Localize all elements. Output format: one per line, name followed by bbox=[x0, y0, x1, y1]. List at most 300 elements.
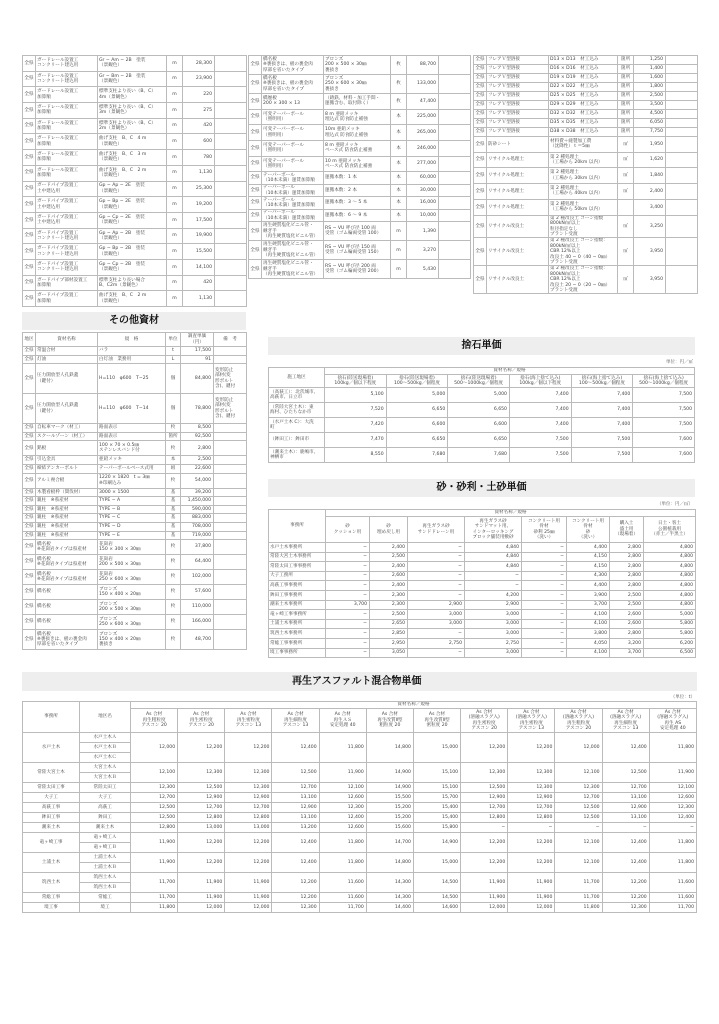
spec-cell: 1220 × 1820 t = 3㎜ ※印刷込み bbox=[98, 473, 166, 488]
column-header: 日土・客土 公園植栽用 （赤土／半黒土） bbox=[644, 517, 696, 543]
price-cell: 225,000 bbox=[407, 109, 439, 125]
price-cell: 12,300 bbox=[319, 803, 366, 813]
table-row bbox=[23, 540, 247, 555]
price-cell: − bbox=[522, 543, 567, 553]
unit-cell: 本 bbox=[391, 125, 407, 141]
price-cell: 7,400 bbox=[509, 418, 571, 433]
price-cell: 7,400 bbox=[509, 388, 571, 403]
price-cell: 16,000 bbox=[407, 197, 439, 210]
item-name-cell: テーパーポール （10本未満）運賃加算額 bbox=[262, 209, 324, 222]
note-cell bbox=[666, 184, 698, 200]
unit-cell: 枚 bbox=[166, 615, 181, 630]
price-cell: − bbox=[522, 562, 567, 572]
price-cell: − bbox=[649, 823, 696, 833]
price-cell: 12,300 bbox=[272, 903, 319, 913]
note-cell bbox=[439, 260, 471, 279]
note-cell bbox=[439, 241, 471, 260]
unit-cell: ㎥ bbox=[618, 266, 634, 294]
col-header-note: 備 考 bbox=[214, 333, 247, 347]
note-cell bbox=[666, 152, 698, 168]
item-name-cell: リサイクル改良土 bbox=[487, 215, 549, 238]
area-cell: 全県 bbox=[23, 181, 36, 197]
spec-cell: RS − VU 呼び径 200 両 受管（ゴム輪両受管 200） bbox=[324, 260, 391, 279]
column-header: As 合材 (溶融スラグ入) 再生細粒度 アスコン 13 bbox=[602, 709, 649, 733]
name-cell: 橋名板 ※花崗岩タイプは県産材 bbox=[36, 555, 98, 570]
note-cell bbox=[214, 615, 247, 630]
price-cell: 2,500 bbox=[610, 590, 644, 600]
price-cell: 3,400 bbox=[634, 199, 666, 215]
column-header: 捨石(海上捨て込み) 500～1000kg／個程度 bbox=[633, 375, 695, 388]
price-cell: 11,700 bbox=[555, 873, 602, 893]
price-cell: 12,200 bbox=[178, 733, 225, 763]
price-cell: − bbox=[522, 600, 567, 610]
item-name-cell: ガードパイプ設置工 土中建込用 bbox=[36, 212, 98, 228]
area-cell: 全県 bbox=[23, 56, 36, 72]
spec-cell: ブロンズ 150 × 400 × 20㎜ 裏抜き bbox=[98, 630, 166, 650]
district-cell: 土浦土木Ａ bbox=[80, 853, 131, 863]
note-cell bbox=[439, 56, 471, 75]
item-name-cell: ガードパイプ設置工 コンクリート建込用 bbox=[36, 259, 98, 275]
price-cell: 7,500 bbox=[633, 418, 695, 433]
table-row bbox=[269, 448, 695, 463]
area-cell: 全県 bbox=[23, 87, 36, 103]
table-row bbox=[269, 600, 696, 610]
price-cell: 1,620 bbox=[634, 152, 666, 168]
price-cell: 6,650 bbox=[386, 403, 448, 418]
price-cell: 590,000 bbox=[181, 505, 214, 514]
area-cell: 全県 bbox=[24, 466, 34, 472]
price-cell: 37,800 bbox=[181, 540, 214, 555]
name-cell: 自転車マーク（材工） bbox=[36, 424, 98, 433]
table-row bbox=[23, 424, 247, 433]
unit-cell: 基 bbox=[166, 505, 181, 514]
price-cell: 12,200 bbox=[178, 853, 225, 873]
item-name-cell: ガードパイプ設置工 加算額 bbox=[36, 291, 98, 307]
spec-cell: 路面表示 bbox=[98, 424, 166, 433]
price-cell: 5,000 bbox=[386, 388, 448, 403]
spec-cell: 花崗岩 150 × 300 × 30㎜ bbox=[98, 540, 166, 555]
spec-cell: 標準支柱より長い（B、C） 2m（景観色） bbox=[98, 118, 167, 134]
price-cell: 5,100 bbox=[325, 388, 387, 403]
price-cell: 12,500 bbox=[555, 813, 602, 823]
table-row bbox=[249, 125, 471, 141]
area-cell: 全県 bbox=[24, 524, 34, 530]
table-row bbox=[269, 562, 696, 572]
name-cell: 圧力開放型人孔鉄蓋 （鍵付） bbox=[36, 394, 98, 424]
name-cell: スクールゾーン（材工） bbox=[36, 432, 98, 441]
price-cell: 12,800 bbox=[225, 813, 272, 823]
price-cell: 12,100 bbox=[649, 783, 696, 793]
price-cell: 7,400 bbox=[509, 403, 571, 418]
item-name-cell: ガードパイプ設置工 土中建込用 bbox=[36, 181, 98, 197]
col-header-spec: 規 格 bbox=[98, 333, 166, 347]
table-row bbox=[23, 228, 247, 244]
item-name-cell: フレアＶ型溶接 bbox=[487, 56, 549, 65]
price-cell: 3,700 bbox=[610, 648, 644, 658]
area-cell: 全県 bbox=[23, 212, 36, 228]
price-cell: 14,900 bbox=[413, 833, 460, 853]
area-cell: 全県 bbox=[24, 489, 34, 495]
table-row bbox=[474, 110, 698, 119]
area-cell: 全県 bbox=[23, 473, 36, 488]
price-cell: 12,100 bbox=[555, 853, 602, 873]
table-row bbox=[23, 585, 247, 600]
price-cell: 1,250 bbox=[634, 56, 666, 65]
unit-cell: t bbox=[166, 347, 181, 356]
table-row bbox=[23, 118, 247, 134]
unit-cell: 本 bbox=[391, 209, 407, 222]
area-cell: 全県 bbox=[249, 184, 262, 197]
table-row bbox=[23, 259, 247, 275]
price-cell: 275 bbox=[183, 103, 215, 119]
office-cell: 潮来土木事務所 bbox=[269, 600, 326, 610]
area-cell: 全県 bbox=[249, 94, 262, 110]
item-name-cell: フレアＶ型溶接 bbox=[487, 119, 549, 128]
price-cell: 1,800 bbox=[634, 83, 666, 92]
note-cell bbox=[215, 103, 247, 119]
spec-cell: 8 m 亜鉛メッキ 埋込式 防食防止補強 bbox=[324, 109, 391, 125]
price-cell: 2,800 bbox=[610, 562, 644, 572]
note-cell bbox=[214, 630, 247, 650]
spec-cell: 材料費＋縫製加工費 （沈降性）ｔ＝5㎜ bbox=[549, 137, 618, 153]
note-cell bbox=[215, 181, 247, 197]
price-cell: 12,200 bbox=[602, 893, 649, 903]
office-cell: 筑西土木 bbox=[23, 873, 80, 893]
price-cell: 12,900 bbox=[272, 803, 319, 813]
table-row bbox=[269, 552, 696, 562]
price-cell: 2,900 bbox=[465, 600, 522, 610]
item-name-cell: ガードレール設置工 加算額 bbox=[36, 103, 98, 119]
unit-cell: 本 bbox=[166, 456, 181, 465]
table-row bbox=[269, 638, 696, 648]
price-cell: 11,900 bbox=[461, 873, 508, 893]
price-cell: 2,800 bbox=[610, 629, 644, 639]
price-cell: 277,000 bbox=[407, 156, 439, 172]
price-cell: 12,700 bbox=[555, 793, 602, 803]
unit-cell: m bbox=[167, 165, 183, 181]
price-cell: 8,550 bbox=[325, 448, 387, 463]
price-cell: − bbox=[326, 590, 370, 600]
table-row bbox=[23, 150, 247, 166]
table-row bbox=[23, 531, 247, 540]
sand-col-headers bbox=[269, 517, 696, 543]
item-name-cell: 可変テーパーポール （照明用） bbox=[262, 109, 324, 125]
price-cell: 12,000 bbox=[555, 733, 602, 763]
unit-cell: m bbox=[167, 259, 183, 275]
price-cell: 11,900 bbox=[178, 893, 225, 903]
price-cell: 7,680 bbox=[448, 448, 510, 463]
item-name-cell: ガードパイプ設置工 コンクリート建込用 bbox=[36, 244, 98, 260]
price-cell: 3,000 bbox=[465, 619, 522, 629]
price-cell: 4,150 bbox=[567, 562, 610, 572]
riprap-group-header: 資材名称／規格 bbox=[325, 368, 695, 375]
unit-cell: 枚 bbox=[166, 585, 181, 600]
table-row bbox=[23, 505, 247, 514]
price-cell: 4,200 bbox=[465, 590, 522, 600]
table-row bbox=[23, 803, 697, 813]
column-header: コンクリート用 骨材 砂 （洗い） bbox=[567, 517, 610, 543]
price-cell: 12,100 bbox=[131, 763, 178, 783]
spec-cell: 第 2 種処理土 （工場から 20km 以内） bbox=[549, 152, 618, 168]
price-cell: 14,700 bbox=[366, 833, 413, 853]
item-name-cell: 再生硬質塩化ビニル管・ 継ぎ手 （再生硬質塩化ビニル管） bbox=[262, 260, 324, 279]
price-cell: 220 bbox=[183, 87, 215, 103]
price-cell: 15,700 bbox=[413, 793, 460, 803]
table-row bbox=[269, 543, 696, 553]
unit-cell: 枚 bbox=[391, 94, 407, 110]
spec-cell: 第 2 種処理土 （工場から 40km 以内） bbox=[549, 184, 618, 200]
area-cell: 全県 bbox=[474, 238, 487, 266]
price-cell: 4,300 bbox=[567, 571, 610, 581]
spec-cell: 第 2 種処理土 （工場から 50km 以内） bbox=[549, 199, 618, 215]
office-cell: 常陸太田工事 bbox=[23, 783, 80, 793]
price-cell: 2,400 bbox=[634, 184, 666, 200]
spec-cell: 亜鉛メッキ bbox=[98, 456, 166, 465]
price-cell: 4,840 bbox=[465, 543, 522, 553]
note-cell bbox=[439, 172, 471, 185]
spec-cell: D38 × D38 材工込み bbox=[549, 128, 618, 137]
other-materials-table bbox=[22, 332, 247, 650]
price-cell: 1,400 bbox=[634, 65, 666, 74]
column-header: 再生ガラス砂 サンドマット用、 インターロッキング ブロック舗装用敷砂 bbox=[465, 517, 522, 543]
area-cell: 全県 bbox=[474, 199, 487, 215]
price-cell: 12,300 bbox=[649, 803, 696, 813]
note-cell bbox=[439, 94, 471, 110]
note-cell bbox=[214, 531, 247, 540]
price-cell: 10,000 bbox=[407, 209, 439, 222]
price-cell: 12,300 bbox=[225, 783, 272, 793]
price-cell: 13,200 bbox=[272, 823, 319, 833]
price-cell: − bbox=[522, 590, 567, 600]
unit-cell: m bbox=[167, 103, 183, 119]
flare-table-body bbox=[474, 56, 698, 294]
table-row bbox=[23, 441, 247, 456]
price-cell: 1,450,000 bbox=[181, 497, 214, 506]
price-cell: 25,300 bbox=[183, 181, 215, 197]
asphalt-heading: 再生アスファルト混合物単価 bbox=[22, 672, 697, 691]
area-cell: 全県 bbox=[23, 615, 36, 630]
area-cell: （常陸大宮土木）：東 海村、ひたちなか市 bbox=[269, 403, 325, 418]
spec-cell: 10 m 亜鉛メッキ ベース式 防食防止補強 bbox=[324, 156, 391, 172]
table-row bbox=[23, 212, 247, 228]
item-name-cell: フレアＶ型溶接 bbox=[487, 65, 549, 74]
price-cell: 3,800 bbox=[567, 629, 610, 639]
price-cell: − bbox=[326, 571, 370, 581]
price-cell: 12,200 bbox=[178, 833, 225, 853]
column-header: As 合材 再生粗粒度 アスコン 20 bbox=[131, 709, 178, 733]
note-cell bbox=[666, 215, 698, 238]
price-cell: 4,100 bbox=[567, 648, 610, 658]
price-cell: 2,600 bbox=[610, 610, 644, 620]
price-cell: 2,500 bbox=[181, 456, 214, 465]
name-cell: 親柱 ※県産材 bbox=[36, 497, 98, 506]
price-cell: 1,600 bbox=[634, 74, 666, 83]
name-cell: 引込金具 bbox=[36, 456, 98, 465]
note-cell bbox=[439, 75, 471, 94]
district-cell: 筑西土木Ａ bbox=[80, 873, 131, 883]
price-cell: 12,400 bbox=[649, 813, 696, 823]
col-header-area: 地区 bbox=[23, 333, 36, 347]
item-name-cell: ガードパイプ部材設置工 加算額 bbox=[36, 275, 98, 291]
price-cell: 19,200 bbox=[183, 197, 215, 213]
price-cell: 7,680 bbox=[386, 448, 448, 463]
table-row bbox=[23, 833, 697, 843]
guardrail-table-body bbox=[23, 56, 247, 307]
note-cell bbox=[214, 514, 247, 523]
table-row bbox=[249, 222, 471, 241]
price-cell: 11,900 bbox=[131, 833, 178, 853]
office-cell: 高萩工事事務所 bbox=[269, 581, 326, 591]
price-cell: 47,400 bbox=[407, 94, 439, 110]
price-cell: 12,500 bbox=[555, 803, 602, 813]
district-cell: 水戸土木Ａ bbox=[80, 733, 131, 743]
price-cell: 54,000 bbox=[181, 473, 214, 488]
price-cell: 11,600 bbox=[649, 873, 696, 893]
price-cell: 14,600 bbox=[413, 903, 460, 913]
office-cell: 常陸大宮土木事務所 bbox=[269, 552, 326, 562]
area-cell: 全県 bbox=[23, 585, 36, 600]
price-cell: 11,800 bbox=[649, 733, 696, 763]
note-cell bbox=[215, 259, 247, 275]
item-name-cell: 再生硬質塩化ビニル管・ 継ぎ手 （再生硬質塩化ビニル管） bbox=[262, 222, 324, 241]
price-cell: 12,300 bbox=[602, 903, 649, 913]
price-cell: 2,400 bbox=[370, 581, 408, 591]
price-cell: − bbox=[522, 638, 567, 648]
price-cell: 3,900 bbox=[567, 590, 610, 600]
price-cell: 1,130 bbox=[183, 165, 215, 181]
flare-recycle-price-table bbox=[473, 55, 698, 294]
note-cell bbox=[666, 238, 698, 266]
area-cell: 全県 bbox=[24, 356, 34, 362]
unit-cell: 枚 bbox=[166, 630, 181, 650]
office-cell: 高萩工事 bbox=[23, 803, 80, 813]
unit-cell: m bbox=[167, 244, 183, 260]
item-name-cell: 可変テーパーポール （照明用） bbox=[262, 141, 324, 157]
column-header: 購入土 盛土用 （現場着） bbox=[610, 517, 644, 543]
office-cell: 常陸大宮土木 bbox=[23, 763, 80, 783]
price-cell: − bbox=[326, 648, 370, 658]
price-cell: 5,430 bbox=[407, 260, 439, 279]
price-cell: 11,700 bbox=[131, 873, 178, 893]
area-cell: 全県 bbox=[23, 197, 36, 213]
price-cell: 6,650 bbox=[386, 433, 448, 448]
table-row bbox=[269, 418, 695, 433]
price-cell: 102,000 bbox=[181, 570, 214, 585]
price-cell: 12,200 bbox=[272, 873, 319, 893]
name-cell: 橋名板 ※裏抜きは、板の裏金肉 厚部を省いたタイプ bbox=[36, 630, 98, 650]
unit-cell: 基 bbox=[166, 514, 181, 523]
office-cell: 土浦土木事務所 bbox=[269, 619, 326, 629]
asphalt-body bbox=[23, 733, 697, 913]
price-cell: 6,050 bbox=[634, 119, 666, 128]
price-cell: 12,200 bbox=[225, 853, 272, 873]
note-cell bbox=[439, 209, 471, 222]
price-cell: 4,100 bbox=[567, 610, 610, 620]
price-cell: 12,300 bbox=[178, 763, 225, 783]
spec-cell: 運搬本数：1 本 bbox=[324, 172, 391, 185]
area-cell: 全県 bbox=[23, 134, 36, 150]
spec-cell: H=110 φ600 T−25 bbox=[98, 364, 166, 394]
price-cell: 12,700 bbox=[602, 783, 649, 793]
spec-cell: 運搬本数：6 ～ 9 本 bbox=[324, 209, 391, 222]
spec-cell: D35 × D35 材工込み bbox=[549, 119, 618, 128]
note-cell bbox=[666, 168, 698, 184]
price-cell: 12,700 bbox=[131, 793, 178, 803]
table-row bbox=[474, 238, 698, 266]
price-cell: 133,000 bbox=[407, 75, 439, 94]
name-cell: 締結アンカーボルト bbox=[36, 464, 98, 473]
price-cell: 4,800 bbox=[644, 543, 696, 553]
area-cell: 全県 bbox=[249, 260, 262, 279]
unit-cell: m bbox=[391, 260, 407, 279]
price-cell: − bbox=[522, 619, 567, 629]
price-cell: 12,400 bbox=[272, 733, 319, 763]
price-cell: 12,700 bbox=[178, 803, 225, 813]
price-cell: 15,200 bbox=[366, 813, 413, 823]
price-cell: 57,600 bbox=[181, 585, 214, 600]
column-header: As 合材 (溶融スラグ入) 再生粗粒度 アスコン 20 bbox=[555, 709, 602, 733]
note-cell bbox=[214, 555, 247, 570]
price-cell: − bbox=[522, 648, 567, 658]
item-name-cell: 橋歴板 200 × 300 × 13 bbox=[262, 94, 324, 110]
table-row bbox=[249, 94, 471, 110]
area-cell: 全県 bbox=[249, 172, 262, 185]
area-cell: 全県 bbox=[249, 125, 262, 141]
price-cell: 12,100 bbox=[555, 763, 602, 783]
unit-cell: m bbox=[167, 87, 183, 103]
table-row bbox=[23, 364, 247, 394]
table-row bbox=[249, 56, 471, 75]
table-row bbox=[23, 456, 247, 465]
note-cell bbox=[666, 128, 698, 137]
price-cell: 3,000 bbox=[408, 619, 465, 629]
area-cell: 全県 bbox=[249, 197, 262, 210]
unit-cell: 本 bbox=[391, 141, 407, 157]
area-cell: 全県 bbox=[23, 630, 36, 650]
spec-cell: D32 × D32 材工込み bbox=[549, 110, 618, 119]
price-cell: 15,000 bbox=[413, 853, 460, 873]
name-cell: 銘板 bbox=[36, 441, 98, 456]
spec-cell: D22 × D22 材工込み bbox=[549, 83, 618, 92]
table-row bbox=[23, 813, 697, 823]
table-row bbox=[474, 168, 698, 184]
price-cell: 11,800 bbox=[131, 903, 178, 913]
price-cell: 780 bbox=[183, 150, 215, 166]
price-cell: 14,300 bbox=[366, 893, 413, 903]
name-cell: 橋名板 bbox=[36, 615, 98, 630]
table-row bbox=[269, 590, 696, 600]
column-header: As 合材 再生密粒度 アスコン 20 bbox=[178, 709, 225, 733]
unit-cell: 箇所 bbox=[618, 110, 634, 119]
price-cell: 11,900 bbox=[319, 763, 366, 783]
table-row bbox=[23, 733, 697, 743]
unit-cell: L bbox=[166, 355, 181, 364]
price-cell: 13,000 bbox=[178, 823, 225, 833]
price-cell: 12,000 bbox=[131, 733, 178, 763]
unit-cell: 箇所 bbox=[618, 56, 634, 65]
price-cell: 3,000 bbox=[465, 610, 522, 620]
price-cell: − bbox=[408, 590, 465, 600]
area-cell: 全県 bbox=[23, 364, 36, 394]
office-cell: 潮来土木 bbox=[23, 823, 80, 833]
area-cell: 全県 bbox=[23, 600, 36, 615]
table-row bbox=[23, 347, 247, 356]
col-header-name: 資材名称 bbox=[36, 333, 98, 347]
unit-cell: 箇所 bbox=[166, 432, 181, 441]
table-row bbox=[269, 388, 695, 403]
price-cell: 12,400 bbox=[602, 733, 649, 763]
office-cell: 水戸土木事務所 bbox=[269, 543, 326, 553]
